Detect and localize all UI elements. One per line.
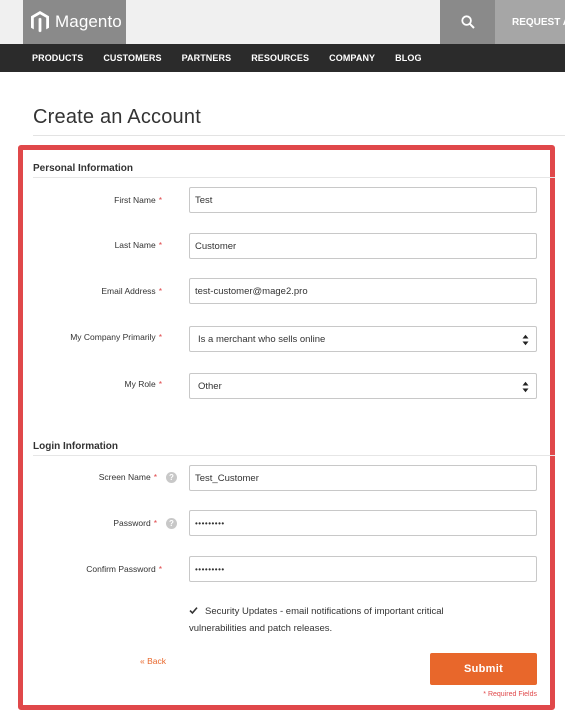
nav-item-company[interactable]: COMPANY (329, 53, 376, 63)
nav-item-resources[interactable]: RESOURCES (251, 53, 310, 63)
page-title: Create an Account (33, 106, 201, 128)
personal-info-divider (33, 177, 555, 178)
password-label: Password * (113, 518, 157, 528)
company-select-value: Is a merchant who sells online (198, 333, 326, 345)
required-marker: * (158, 286, 162, 296)
login-info-heading: Login Information (33, 441, 118, 452)
security-updates-label: Security Updates - email notifications of important critical vulnerabilities and patch releases. (189, 606, 444, 634)
required-marker: * (158, 564, 162, 574)
required-marker: * (158, 379, 162, 389)
personal-info-heading: Personal Information (33, 163, 134, 174)
confirm-password-label: Confirm Password * (86, 564, 162, 574)
role-select[interactable] (189, 373, 537, 399)
role-label: My Role * (124, 379, 162, 389)
select-arrows-icon (522, 334, 529, 346)
nav-item-blog[interactable]: BLOG (395, 53, 422, 63)
main-nav (0, 44, 565, 72)
last-name-input[interactable] (189, 233, 537, 259)
screen-name-input[interactable] (189, 465, 537, 491)
request-demo-label: REQUEST A D (512, 16, 580, 28)
required-marker: * (153, 518, 157, 528)
submit-button[interactable]: Submit (430, 653, 537, 685)
magento-logo[interactable] (23, 0, 126, 44)
first-name-label: First Name * (114, 195, 162, 205)
password-input[interactable] (189, 510, 537, 536)
company-select[interactable] (189, 326, 537, 352)
nav-item-customers[interactable]: CUSTOMERS (103, 53, 162, 63)
last-name-label: Last Name * (114, 240, 162, 250)
select-arrows-icon (522, 381, 529, 393)
magento-logo-icon (30, 10, 50, 34)
request-demo-button[interactable] (495, 0, 580, 44)
required-marker: * (158, 240, 162, 250)
nav-item-partners[interactable]: PARTNERS (181, 53, 232, 63)
top-header (0, 0, 580, 44)
email-input[interactable] (189, 278, 537, 304)
search-button[interactable] (440, 0, 495, 44)
required-fields-note: * Required Fields (483, 691, 537, 698)
first-name-input[interactable] (189, 187, 537, 213)
title-divider (33, 135, 565, 136)
back-link[interactable]: « Back (140, 656, 166, 666)
required-marker: * (158, 332, 162, 342)
role-select-value: Other (198, 380, 222, 392)
password-help-icon[interactable]: ? (166, 518, 177, 529)
confirm-password-input[interactable] (189, 556, 537, 582)
email-label: Email Address * (101, 286, 162, 296)
search-icon (461, 15, 475, 29)
required-marker: * (158, 195, 162, 205)
required-marker: * (153, 472, 157, 482)
screen-name-help-icon[interactable]: ? (166, 472, 177, 483)
company-label: My Company Primarily * (70, 332, 162, 342)
screen-name-label: Screen Name * (98, 472, 157, 482)
nav-item-products[interactable]: PRODUCTS (32, 53, 84, 63)
login-info-divider (33, 455, 555, 456)
logo-text: Magento (55, 12, 122, 31)
